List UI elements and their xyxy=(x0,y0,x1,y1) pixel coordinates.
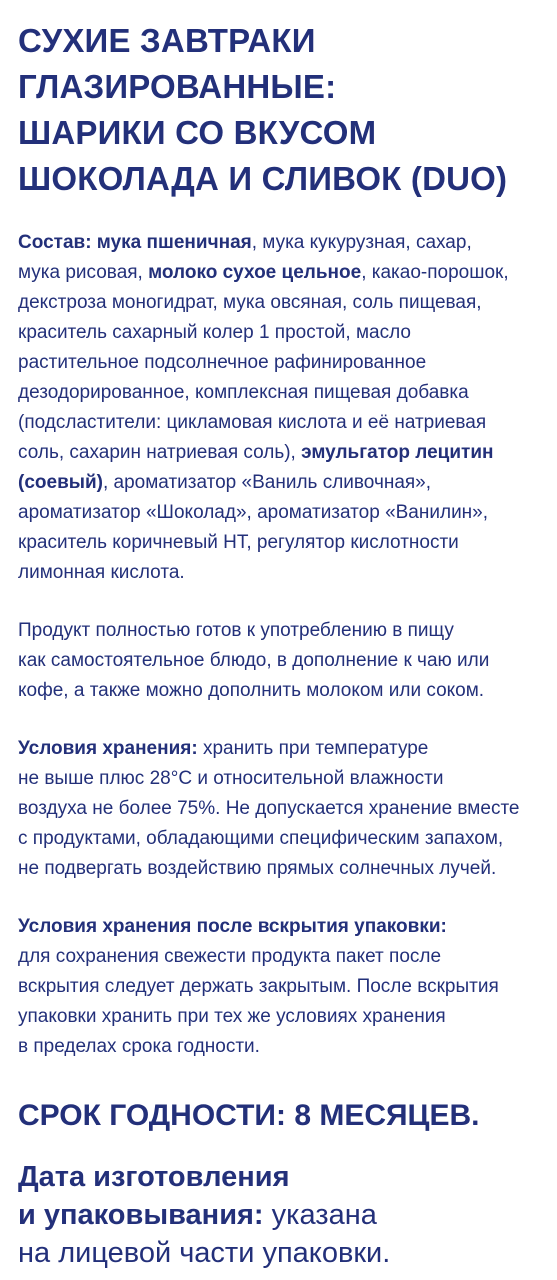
usage-line-2: как самостоятельное блюдо, в дополнение к чаю или xyxy=(18,650,490,671)
storage-line-2: не выше плюс 28°С и относительной влажности xyxy=(18,768,444,789)
manufacture-label-2: и упаковывания: xyxy=(18,1199,264,1231)
composition-line-4: краситель сахарный колер 1 простой, масло xyxy=(18,322,411,343)
storage-line-4: с продуктами, обладающими специфическим запахом, xyxy=(18,828,504,849)
manufacture-line-2 xyxy=(18,1196,539,1234)
manufacture-line-3: на лицевой части упаковки. xyxy=(18,1237,391,1269)
title-line-3: ШАРИКИ СО ВКУСОМ xyxy=(18,114,377,151)
allergen-milk: молоко сухое цельное xyxy=(148,262,362,283)
title-line-4: ШОКОЛАДА И СЛИВОК (DUO) xyxy=(18,160,508,197)
composition-line-12: лимонная кислота. xyxy=(18,562,185,583)
composition-text: мука рисовая, xyxy=(18,262,149,283)
usage-line-3: кофе, а также можно дополнить молоком или соком. xyxy=(18,680,485,701)
storage-line-3: воздуха не более 75%. Не допускается хранение вместе xyxy=(18,798,520,819)
composition-line-11: краситель коричневый НТ, регулятор кислотности xyxy=(18,532,459,553)
composition-line-9 xyxy=(18,468,539,498)
title-line-1: СУХИЕ ЗАВТРАКИ xyxy=(18,22,316,59)
after-opening-line-2: вскрытия следует держать закрытым. После вскрытия xyxy=(18,976,499,997)
composition-line-1 xyxy=(18,228,539,258)
after-opening-line-4: в пределах срока годности. xyxy=(18,1036,260,1057)
usage-section xyxy=(18,616,539,706)
composition-text: , какао-порошок, xyxy=(361,262,509,283)
manufacture-text: указана xyxy=(263,1199,377,1231)
composition-line-2 xyxy=(18,258,539,288)
storage-label: Условия хранения: xyxy=(18,738,198,759)
composition-text: соль, сахарин натриевая соль), xyxy=(18,442,302,463)
title-line-2: ГЛАЗИРОВАННЫЕ: xyxy=(18,68,337,105)
storage-line-1 xyxy=(18,734,539,764)
composition-line-7: (подсластители: цикламовая кислота и её натриевая xyxy=(18,412,487,433)
shelf-life-heading: СРОК ГОДНОСТИ: 8 МЕСЯЦЕВ. xyxy=(18,1099,480,1132)
composition-section xyxy=(18,228,539,588)
after-opening-section xyxy=(18,912,539,1062)
product-title xyxy=(18,18,539,202)
storage-section xyxy=(18,734,539,884)
storage-text: хранить при температуре xyxy=(197,738,429,759)
composition-line-6: дезодорированное, комплексная пищевая добавка xyxy=(18,382,469,403)
manufacture-date-section xyxy=(18,1158,539,1272)
composition-line-3: декстроза моногидрат, мука овсяная, соль пищевая, xyxy=(18,292,482,313)
usage-line-1: Продукт полностью готов к употреблению в пищу xyxy=(18,620,454,641)
allergen-soy: (соевый) xyxy=(18,472,103,493)
composition-line-5: растительное подсолнечное рафинированное xyxy=(18,352,427,373)
after-opening-line-1: для сохранения свежести продукта пакет после xyxy=(18,946,442,967)
composition-line-8 xyxy=(18,438,539,468)
manufacture-line-1 xyxy=(18,1158,539,1196)
manufacture-label-1: Дата изготовления xyxy=(18,1161,290,1193)
composition-text: , ароматизатор «Ваниль сливочная», xyxy=(102,472,432,493)
after-opening-label xyxy=(18,912,539,942)
composition-text: , мука кукурузная, сахар, xyxy=(251,232,472,253)
composition-line-10: ароматизатор «Шоколад», ароматизатор «Ванилин», xyxy=(18,502,489,523)
allergen-lecithin: эмульгатор лецитин xyxy=(301,442,494,463)
composition-label: Состав: мука пшеничная xyxy=(18,232,252,253)
after-opening-heading: Условия хранения после вскрытия упаковки: xyxy=(18,916,447,937)
description-body xyxy=(18,228,539,1062)
storage-line-5: не подвергать воздействию прямых солнечных лучей. xyxy=(18,858,497,879)
after-opening-line-3: упаковки хранить при тех же условиях хранения xyxy=(18,1006,446,1027)
